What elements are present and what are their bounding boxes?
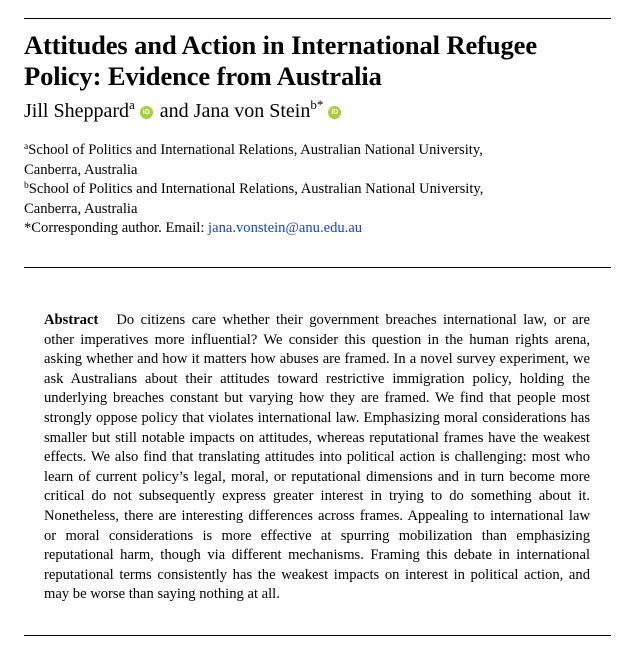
affiliation-b-line-2: Canberra, Australia <box>24 200 138 217</box>
email-link[interactable]: jana.vonstein@anu.edu.au <box>208 220 363 237</box>
affiliation-b-text: School of Politics and International Relations, Australian National University, <box>28 181 484 198</box>
orcid-icon[interactable]: iD <box>140 106 153 119</box>
paper-title: Attitudes and Action in International Refugee Policy: Evidence from Australia <box>24 30 538 91</box>
affiliation-a-line-2: Canberra, Australia <box>24 161 138 178</box>
affiliations <box>24 141 614 239</box>
affiliation-a-text: School of Politics and International Relations, Australian National University, <box>28 142 483 158</box>
author-2-affiliation-marker: b* <box>310 97 324 112</box>
affiliation-b-marker: b <box>24 181 29 192</box>
corresponding-prefix: *Corresponding author. Email: <box>24 220 205 237</box>
abstract-text: Do citizens care whether their government breaches international law, or are other imperatives more influential? We consider this question in the human rights arena, asking whether and how it matters how abuses are framed. In a novel survey experiment, we ask Australians about their attitudes toward restrictive immigration policy, holding the underlying breaches constant but varying how they are framed. We find that people most strongly oppose policy that violates international law. Emphasizing moral considerations has smaller but still notable impacts on attitudes, whereas reputational frames have the weakest effects. We also find that translating attitudes into political action is challenging: most who learn of current policy’s legal, moral, or reputational dimensions and in turn become more critical do not subsequently express greater interest in trying to do something about it. Nonetheless, there are interesting differences across frames. Appealing to international law or moral considerations is more effective at spurring mobilization than emphasizing reputational harm, though via different mechanisms. Framing this debate in international reputational terms consistently has the weakest impacts on interest in political action, and may be worse than saying nothing at all. <box>44 312 590 603</box>
author-name-1[interactable]: Jill Sheppard <box>24 100 129 122</box>
abstract <box>44 311 590 605</box>
orcid-icon[interactable]: iD <box>328 106 341 119</box>
affiliation-a-line-1 <box>24 141 614 161</box>
middle-rule <box>24 267 611 268</box>
author-line <box>24 99 343 123</box>
abstract-label: Abstract <box>44 312 99 328</box>
top-rule <box>24 18 611 19</box>
bottom-rule <box>24 635 611 636</box>
author-name-2[interactable]: Jana von Stein <box>193 100 311 122</box>
corresponding-author <box>24 219 614 239</box>
author-1-affiliation-marker: a <box>129 97 135 112</box>
author-conjunction: and <box>159 100 189 122</box>
affiliation-a-marker: a <box>24 142 29 152</box>
affiliation-b-line-1 <box>24 180 614 200</box>
